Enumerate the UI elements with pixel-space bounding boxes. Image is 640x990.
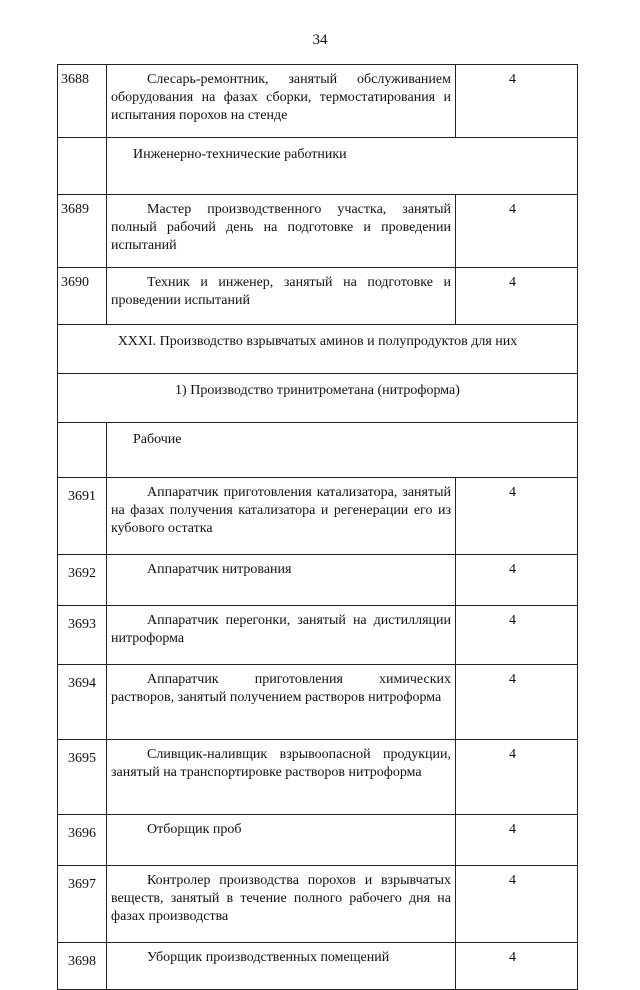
category-heading: Рабочие bbox=[107, 423, 578, 478]
row-number: 3696 bbox=[58, 815, 107, 866]
row-value: 4 bbox=[456, 606, 578, 665]
row-description: Уборщик производственных помещений bbox=[147, 950, 390, 965]
row-description: Контролер производства порохов и взрывчатых веществ, занятый в течение полного рабочего дня на фазах производства bbox=[111, 873, 451, 924]
table-row bbox=[58, 943, 578, 990]
subsection-heading: 1) Производство тринитрометана (нитроформа) bbox=[58, 374, 578, 423]
row-description: Слесарь-ремонтник, занятый обслуживанием оборудования на фазах сборки, термостатирования и испытания порохов на стенде bbox=[111, 72, 451, 123]
table-row bbox=[58, 815, 578, 866]
table-row bbox=[58, 268, 578, 325]
row-number: 3693 bbox=[58, 606, 107, 665]
row-value: 4 bbox=[456, 478, 578, 555]
hazard-list-table bbox=[57, 64, 578, 990]
subsection-row bbox=[58, 374, 578, 423]
row-description: Отборщик проб bbox=[147, 822, 242, 837]
category-heading: Инженерно-технические работники bbox=[107, 138, 578, 195]
row-description: Сливщик-наливщик взрывоопасной продукции, занятый на транспортировке растворов нитроформа bbox=[111, 747, 451, 780]
row-value: 4 bbox=[456, 555, 578, 606]
row-description: Аппаратчик приготовления катализатора, занятый на фазах получения катализатора и регенерации его из кубового остатка bbox=[111, 485, 451, 536]
row-description: Аппаратчик нитрования bbox=[147, 562, 292, 577]
row-value: 4 bbox=[456, 268, 578, 325]
table-row bbox=[58, 665, 578, 740]
category-row bbox=[58, 138, 578, 195]
section-heading: XXXI. Производство взрывчатых аминов и полупродуктов для них bbox=[58, 325, 578, 374]
row-value: 4 bbox=[456, 866, 578, 943]
category-row bbox=[58, 423, 578, 478]
page-number: 34 bbox=[312, 32, 328, 48]
row-number: 3688 bbox=[58, 65, 107, 138]
row-number: 3689 bbox=[58, 195, 107, 268]
row-value: 4 bbox=[456, 195, 578, 268]
table-row bbox=[58, 65, 578, 138]
row-number: 3694 bbox=[58, 665, 107, 740]
table-row bbox=[58, 195, 578, 268]
row-value: 4 bbox=[456, 740, 578, 815]
row-description: Техник и инженер, занятый на подготовке и проведении испытаний bbox=[111, 275, 451, 308]
row-number: 3698 bbox=[58, 943, 107, 990]
table-row bbox=[58, 740, 578, 815]
row-description: Мастер производственного участка, занятый полный рабочий день на подготовке и проведении испытаний bbox=[111, 202, 451, 253]
table-row bbox=[58, 866, 578, 943]
row-description: Аппаратчик перегонки, занятый на дистилляции нитроформа bbox=[111, 613, 451, 646]
row-description: Аппаратчик приготовления химических растворов, занятый получением растворов нитроформа bbox=[111, 672, 451, 705]
table-row bbox=[58, 478, 578, 555]
row-value: 4 bbox=[456, 815, 578, 866]
row-number: 3692 bbox=[58, 555, 107, 606]
row-number: 3690 bbox=[58, 268, 107, 325]
section-row bbox=[58, 325, 578, 374]
table-row bbox=[58, 606, 578, 665]
row-value: 4 bbox=[456, 943, 578, 990]
table-row bbox=[58, 555, 578, 606]
row-number: 3695 bbox=[58, 740, 107, 815]
row-value: 4 bbox=[456, 65, 578, 138]
row-value: 4 bbox=[456, 665, 578, 740]
row-number: 3691 bbox=[58, 478, 107, 555]
row-number: 3697 bbox=[58, 866, 107, 943]
